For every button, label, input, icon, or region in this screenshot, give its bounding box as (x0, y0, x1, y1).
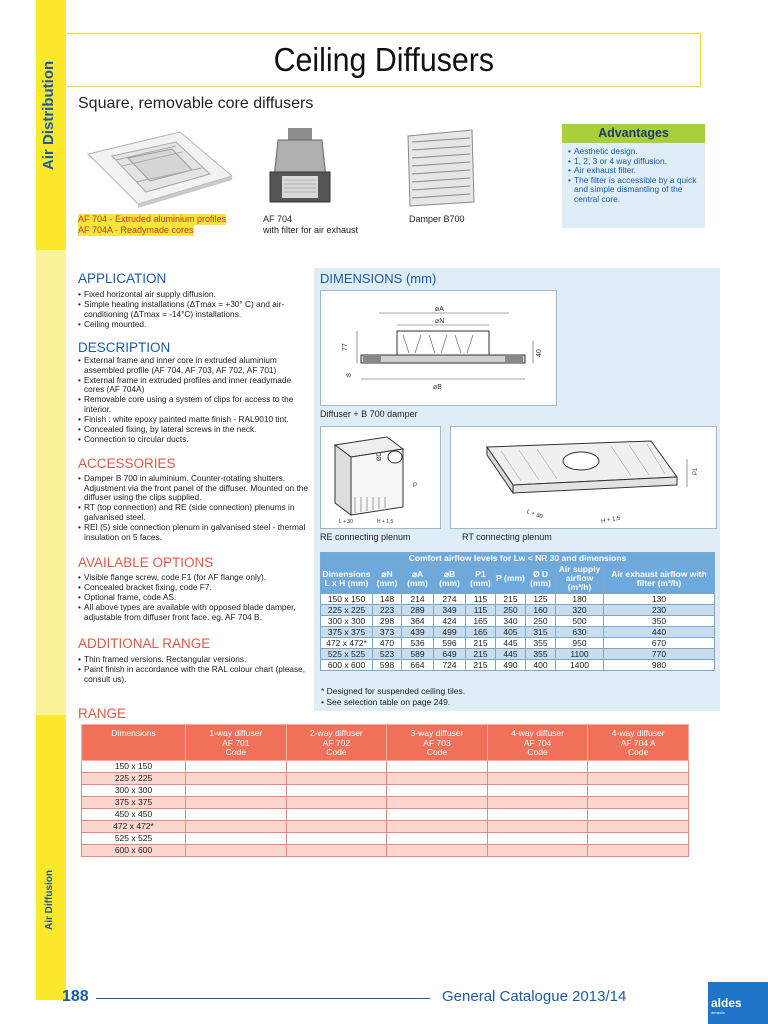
table-cell: 125 (526, 594, 556, 605)
table-row (82, 809, 689, 821)
list-item: • RT (top connection) and RE (side connection) plenums in galvanised steel. (78, 503, 310, 522)
damper-photo (400, 128, 480, 208)
table-cell: 165 (466, 616, 496, 627)
table-title-row (321, 553, 715, 564)
table-cell: 445 (496, 649, 526, 660)
diffuser-photo (76, 124, 236, 208)
table-row (321, 627, 715, 638)
application-heading: APPLICATION (78, 271, 167, 286)
column-header (487, 725, 588, 761)
table-cell: 1100 (556, 649, 604, 660)
table-cell: 215 (496, 594, 526, 605)
table-cell (588, 761, 689, 773)
column-header: ⌀A (mm) (402, 564, 434, 594)
table-cell: 364 (402, 616, 434, 627)
column-header-line: Code (426, 747, 448, 757)
table-row (82, 773, 689, 785)
options-heading: AVAILABLE OPTIONS (78, 555, 214, 570)
table-cell: 440 (604, 627, 715, 638)
table-cell: 649 (434, 649, 466, 660)
column-header (588, 725, 689, 761)
advantages-list (562, 143, 705, 205)
table-cell: 499 (434, 627, 466, 638)
section-label-air-distribution: Air Distribution (40, 60, 57, 170)
additional-range-heading: ADDITIONAL RANGE (78, 636, 211, 651)
options-list (78, 573, 310, 623)
description-list (78, 356, 310, 445)
table-cell: 340 (496, 616, 526, 627)
column-header-line: AF 704 (523, 737, 552, 748)
column-header-line: 4-way diffuser (511, 728, 564, 738)
af704-photo (266, 126, 336, 204)
table-row (321, 638, 715, 649)
label-a: ⌀A (435, 306, 444, 313)
column-header: Air supply airflow (m³/h) (556, 564, 604, 594)
column-header (186, 725, 287, 761)
table-cell: 130 (604, 594, 715, 605)
list-item: • Connection to circular ducts. (78, 435, 310, 445)
table-cell: 770 (604, 649, 715, 660)
page-number: 188 (62, 988, 89, 1005)
label-p1: P1 (693, 467, 699, 475)
table-cell (387, 785, 488, 797)
table-cell: 950 (556, 638, 604, 649)
table-cell (487, 785, 588, 797)
label-l30: L + 30 (339, 519, 353, 525)
table-cell (186, 773, 287, 785)
table-cell (286, 785, 387, 797)
caption-af704a: AF 704A - Readymade cores (78, 225, 194, 235)
table-cell: 150 x 150 (82, 761, 186, 773)
column-header-line: Code (326, 747, 347, 757)
table-cell: 490 (496, 660, 526, 671)
table-cell: 424 (434, 616, 466, 627)
column-header: ⌀N (mm) (373, 564, 402, 594)
table-cell: 400 (526, 660, 556, 671)
footer-catalogue: General Catalogue 2013/14 (442, 988, 627, 1005)
table-note-selection: • See selection table on page 249. (321, 697, 451, 707)
table-cell: 596 (434, 638, 466, 649)
range-table-body (82, 761, 689, 857)
table-cell: 724 (434, 660, 466, 671)
table-cell (186, 833, 287, 845)
table-cell: 300 x 300 (321, 616, 373, 627)
list-item: • All above types are available with opposed blade damper, adjustable from diffuser front face. eg. AF 704 B. (78, 603, 310, 622)
list-item: • Simple heating installations (ΔTmax = +30° C) and air-conditioning (ΔTmax = -14°C) installations. (78, 300, 310, 319)
table-cell: 250 (496, 605, 526, 616)
list-item: • Concealed fixing, by lateral screws in the neck. (78, 425, 310, 435)
table-cell: 180 (556, 594, 604, 605)
table-row (82, 833, 689, 845)
table-cell (186, 797, 287, 809)
range-header-row (82, 725, 689, 761)
table-cell (487, 809, 588, 821)
diffuser-section-drawing (321, 291, 556, 405)
table-cell: 525 x 525 (321, 649, 373, 660)
table-cell: 115 (466, 594, 496, 605)
list-item: • Thin framed versions. Rectangular versions. (78, 655, 310, 665)
list-item: • Concealed bracket fixing, code F7. (78, 583, 310, 593)
list-item: • REI (5) side connection plenum in galvanised steel - thermal insulation on 5 faces. (78, 523, 310, 542)
list-item: • Optional frame, code AS. (78, 593, 310, 603)
table-cell: 215 (466, 649, 496, 660)
column-header-line: Code (225, 747, 246, 757)
table-cell (387, 809, 488, 821)
table-cell: 470 (373, 638, 402, 649)
advantages-box (562, 124, 705, 228)
table-cell (186, 845, 287, 857)
table-row (321, 605, 715, 616)
column-header: P1 (mm) (466, 564, 496, 594)
advantages-title: Advantages (562, 124, 705, 143)
table-cell (286, 773, 387, 785)
column-header-line: 4-way diffuser (611, 728, 665, 738)
re-plenum-caption: RE connecting plenum (320, 532, 411, 542)
side-band-bottom (36, 715, 66, 1000)
list-item: • The filter is accessible by a quick and simple dismantling of the central core. (568, 176, 701, 205)
list-item: • Finish : white epoxy painted matte finish - RAL9010 tint. (78, 415, 310, 425)
table-cell: 630 (556, 627, 604, 638)
table-cell (286, 797, 387, 809)
table-note-suspended: * Designed for suspended ceiling tiles. (321, 686, 466, 696)
table-cell: 320 (556, 605, 604, 616)
table-cell: 670 (604, 638, 715, 649)
table-cell: 349 (434, 605, 466, 616)
column-header (82, 725, 186, 761)
label-d: ØD (377, 452, 383, 461)
aldes-logo (708, 982, 768, 1024)
label-p: P (413, 483, 418, 489)
table-cell: 350 (604, 616, 715, 627)
table-cell: 223 (373, 605, 402, 616)
table-cell (387, 821, 488, 833)
page-subtitle: Square, removable core diffusers (78, 95, 314, 112)
dimensions-heading: DIMENSIONS (mm) (320, 271, 437, 286)
table-cell: 500 (556, 616, 604, 627)
table-cell (387, 773, 488, 785)
caption-af704-subtitle: with filter for air exhaust (263, 225, 359, 235)
table-cell (387, 833, 488, 845)
column-header-line: AF 702 (322, 737, 351, 748)
diffuser-drawing-box (320, 290, 557, 406)
table-cell (286, 761, 387, 773)
table-cell: 289 (402, 605, 434, 616)
table-cell (588, 797, 689, 809)
label-h15: H + 1,5 (377, 519, 394, 525)
diffuser-caption (78, 214, 226, 236)
list-item: • External frame and inner core in extruded aluminium assembled profile (AF 704, AF 703, AF 702, AF 701) (78, 356, 310, 375)
damper-caption: Damper B700 (409, 214, 465, 224)
table-cell: 980 (604, 660, 715, 671)
table-cell: 355 (526, 638, 556, 649)
range-heading: RANGE (78, 706, 127, 721)
accessories-heading: ACCESSORIES (78, 456, 176, 471)
column-header-line: AF 701 (222, 737, 250, 748)
table-title: Comfort airflow levels for Lw < NR 30 and dimensions (321, 553, 715, 564)
table-cell: 298 (373, 616, 402, 627)
table-cell: 445 (496, 638, 526, 649)
table-cell: 472 x 472* (82, 821, 186, 833)
application-list (78, 290, 310, 330)
table-cell (487, 797, 588, 809)
range-table (81, 724, 689, 857)
table-cell: 115 (466, 605, 496, 616)
table-cell: 215 (466, 660, 496, 671)
table-cell: 215 (466, 638, 496, 649)
table-cell (487, 761, 588, 773)
label-b: ⌀B (433, 384, 442, 391)
column-header-line: Code (527, 747, 548, 757)
accessories-list (78, 474, 310, 543)
table-cell: 450 x 450 (82, 809, 186, 821)
column-header: Dimensions L x H (mm) (321, 564, 373, 594)
column-header-line: 1-way diffuser (209, 728, 263, 738)
logo-tagline: aeraulic (711, 1010, 726, 1015)
table-cell (286, 809, 387, 821)
list-item: • Aesthetic design. (568, 147, 701, 157)
table-cell: 375 x 375 (82, 797, 186, 809)
af704-caption (263, 214, 358, 236)
table-cell: 525 x 525 (82, 833, 186, 845)
label-n: ⌀N (435, 318, 445, 325)
list-item: • Damper B 700 in aluminium. Counter-rotating shutters. Adjustment via the front panel of the diffuser. Mounted on the diffuser using the clips supplied. (78, 474, 310, 503)
table-cell: 160 (526, 605, 556, 616)
table-cell: 148 (373, 594, 402, 605)
table-cell: 589 (402, 649, 434, 660)
table-cell (186, 785, 287, 797)
table-cell: 315 (526, 627, 556, 638)
rt-plenum-drawing-box (450, 426, 717, 529)
table-row (82, 761, 689, 773)
table-cell: 225 x 225 (82, 773, 186, 785)
table-cell: 230 (604, 605, 715, 616)
table-cell (588, 833, 689, 845)
table-cell: 536 (402, 638, 434, 649)
column-header-line: 3-way diffuser (410, 728, 464, 738)
caption-af704: AF 704 - Extruded aluminium profiles (78, 214, 227, 224)
table-row (82, 785, 689, 797)
table-cell (186, 761, 287, 773)
table-row (321, 660, 715, 671)
table-cell: 150 x 150 (321, 594, 373, 605)
column-header-line: AF 703 (423, 737, 451, 748)
column-header: ⌀B (mm) (434, 564, 466, 594)
label-h15-rt: H + 1.5 (600, 515, 621, 525)
table-cell: 375 x 375 (321, 627, 373, 638)
comfort-table-body (321, 594, 715, 671)
table-cell: 165 (466, 627, 496, 638)
table-cell (286, 833, 387, 845)
table-cell (487, 773, 588, 785)
list-item: • Ceiling mounted. (78, 320, 310, 330)
column-header: Ø D (mm) (526, 564, 556, 594)
table-cell (588, 773, 689, 785)
re-plenum-drawing-box (320, 426, 441, 529)
caption-af704-title: AF 704 (263, 214, 293, 224)
table-cell (387, 761, 488, 773)
label-l30-rt: L + 30 (525, 509, 544, 521)
label-8: 8 (346, 373, 353, 377)
table-cell: 600 x 600 (82, 845, 186, 857)
table-cell (186, 821, 287, 833)
table-row (321, 616, 715, 627)
table-cell: 439 (402, 627, 434, 638)
column-header-line: Dimensions (111, 728, 156, 738)
table-cell: 274 (434, 594, 466, 605)
table-row (321, 649, 715, 660)
table-cell: 250 (526, 616, 556, 627)
table-cell (186, 809, 287, 821)
list-item: • 1, 2, 3 or 4 way diffusion. (568, 157, 701, 167)
section-label-air-diffusion: Air Diffusion (44, 870, 55, 930)
table-header-row (321, 564, 715, 594)
table-cell: 405 (496, 627, 526, 638)
column-header-line: Code (628, 747, 649, 757)
list-item: • Air exhaust filter. (568, 166, 701, 176)
table-cell (588, 845, 689, 857)
table-cell: 373 (373, 627, 402, 638)
table-cell: 300 x 300 (82, 785, 186, 797)
table-row (82, 797, 689, 809)
table-cell (286, 821, 387, 833)
title-box (67, 33, 701, 87)
logo-text: aldes (711, 996, 742, 1010)
rt-plenum-drawing (451, 427, 716, 528)
table-cell (487, 821, 588, 833)
diffuser-drawing-caption: Diffuser + B 700 damper (320, 409, 418, 419)
list-item: • Visible flange screw, code F1 (for AF flange only). (78, 573, 310, 583)
table-cell: 598 (373, 660, 402, 671)
table-cell: 523 (373, 649, 402, 660)
table-cell (387, 845, 488, 857)
table-cell: 1400 (556, 660, 604, 671)
table-cell (588, 809, 689, 821)
column-header: P (mm) (496, 564, 526, 594)
table-cell (286, 845, 387, 857)
table-cell: 472 x 472* (321, 638, 373, 649)
page-title: Ceiling Diffusers (273, 41, 494, 78)
footer-rule (96, 998, 430, 999)
description-heading: DESCRIPTION (78, 340, 171, 355)
table-cell: 600 x 600 (321, 660, 373, 671)
column-header (286, 725, 387, 761)
list-item: • Paint finish in accordance with the RAL colour chart (please, consult us). (78, 665, 310, 684)
column-header: Air exhaust airflow with filter (m³/h) (604, 564, 715, 594)
label-40: 40 (536, 349, 543, 357)
list-item: • External frame in extruded profiles and inner readymade cores (AF 704A) (78, 376, 310, 395)
table-cell (487, 845, 588, 857)
table-row (321, 594, 715, 605)
table-row (82, 821, 689, 833)
table-cell (387, 797, 488, 809)
table-cell (588, 821, 689, 833)
table-cell (588, 785, 689, 797)
list-item: • Fixed horizontal air supply diffusion. (78, 290, 310, 300)
comfort-airflow-table (320, 552, 715, 671)
additional-range-list (78, 655, 310, 685)
re-plenum-drawing (321, 427, 440, 528)
column-header-line: AF 704 A (620, 737, 656, 748)
rt-plenum-caption: RT connecting plenum (462, 532, 552, 542)
table-cell: 664 (402, 660, 434, 671)
list-item: • Removable core using a system of clips for access to the interior. (78, 395, 310, 414)
column-header (387, 725, 488, 761)
table-cell: 214 (402, 594, 434, 605)
table-cell: 225 x 225 (321, 605, 373, 616)
table-cell: 355 (526, 649, 556, 660)
label-77: 77 (342, 343, 349, 351)
table-cell (487, 833, 588, 845)
column-header-line: 2-way diffuser (310, 728, 363, 738)
table-row (82, 845, 689, 857)
